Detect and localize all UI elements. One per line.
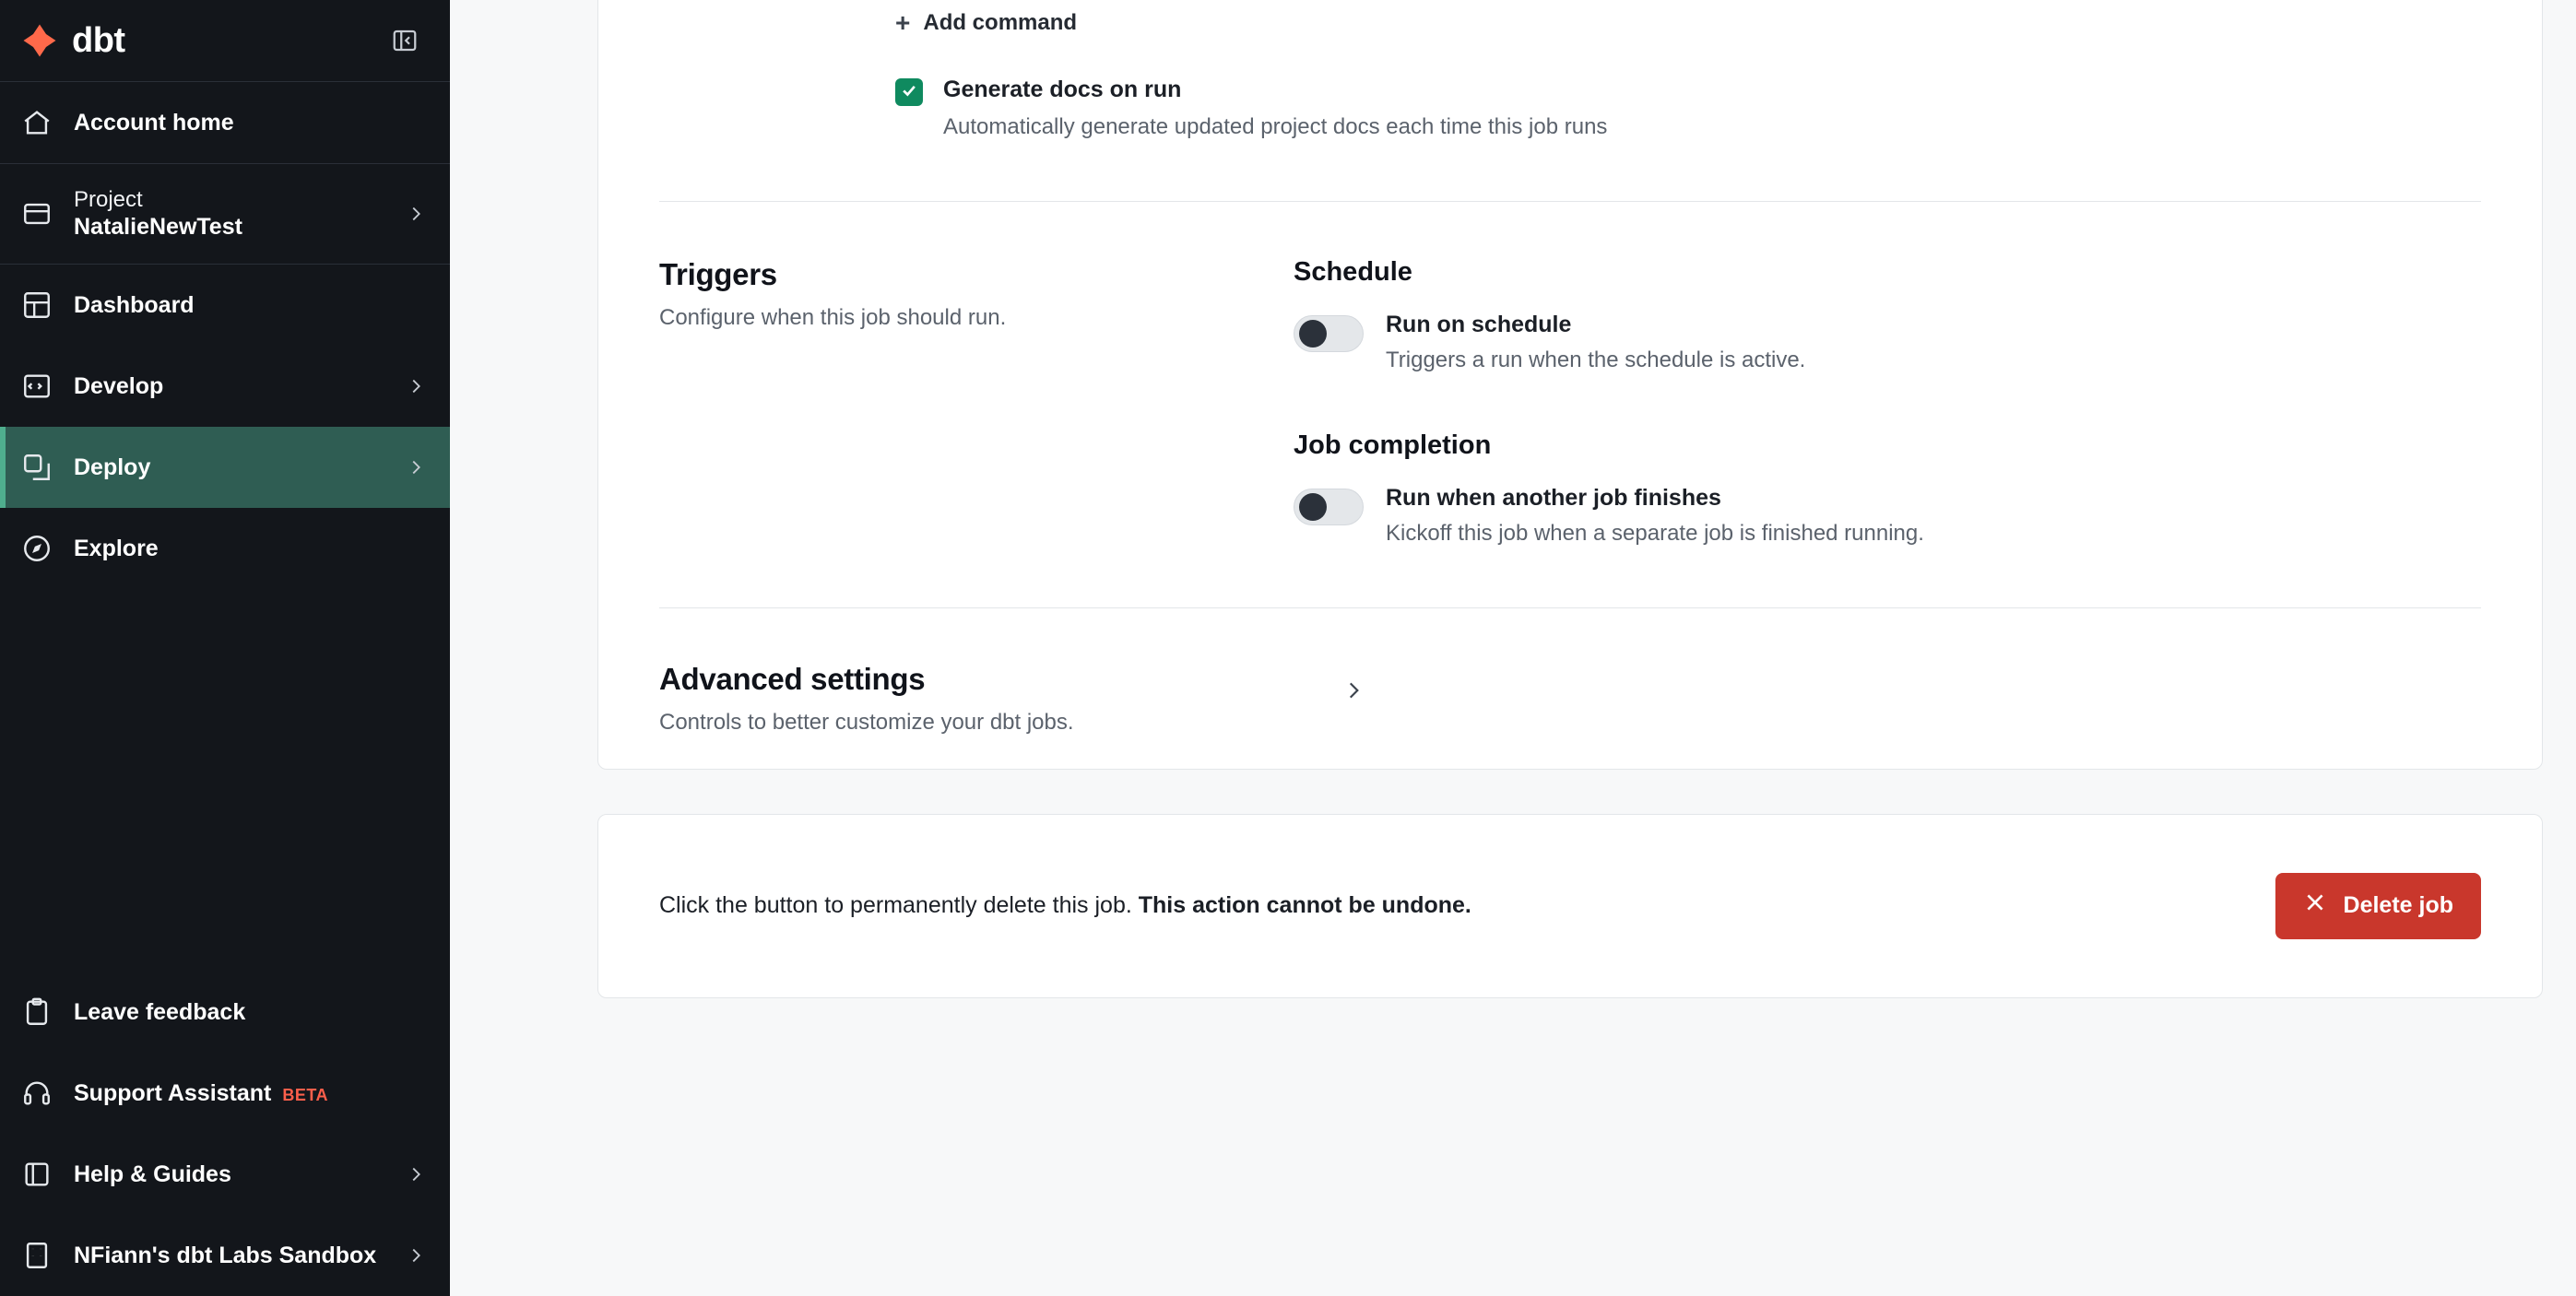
delete-job-text-plain: Click the button to permanently delete this job. — [659, 892, 1139, 918]
sidebar-item-develop[interactable] — [0, 346, 450, 427]
sidebar-project-caption: Project — [74, 187, 143, 213]
job-completion-label: Run when another job finishes — [1386, 484, 1721, 511]
advanced-settings-section[interactable] — [659, 662, 2481, 736]
clipboard-icon — [20, 996, 53, 1029]
add-command-label: Add command — [923, 10, 1078, 35]
generate-docs-checkbox[interactable] — [895, 78, 923, 106]
sidebar-item-explore[interactable] — [0, 508, 450, 589]
collapse-panel-icon[interactable] — [389, 25, 420, 56]
run-on-schedule-description: Triggers a run when the schedule is active. — [1386, 347, 1806, 372]
triggers-title: Triggers — [659, 256, 777, 291]
building-icon — [20, 1239, 53, 1272]
triggers-controls — [1294, 257, 2481, 547]
sidebar-item-label: Deploy — [74, 454, 151, 480]
sidebar-header — [0, 0, 450, 81]
chevron-right-icon[interactable] — [406, 1164, 426, 1184]
delete-job-text — [659, 892, 1471, 919]
headset-icon — [20, 1077, 53, 1110]
add-command-button[interactable] — [895, 10, 2542, 36]
deploy-layers-icon — [20, 451, 53, 484]
job-settings-card — [597, 0, 2543, 770]
chevron-right-icon[interactable] — [406, 204, 426, 224]
advanced-settings-text — [659, 662, 1074, 736]
dashboard-grid-icon — [20, 289, 53, 322]
sidebar-item-account-switcher[interactable] — [0, 1215, 450, 1296]
delete-job-text-bold: This action cannot be undone. — [1138, 892, 1471, 918]
job-completion-heading: Job completion — [1294, 430, 1492, 460]
beta-badge: BETA — [282, 1085, 329, 1104]
sidebar-item-help-guides[interactable] — [0, 1134, 450, 1215]
run-on-schedule-text — [1386, 312, 1805, 373]
toggle-knob — [1299, 493, 1327, 521]
sidebar-spacer — [0, 589, 450, 972]
card-body — [598, 201, 2542, 736]
job-completion-description: Kickoff this job when a separate job is finished running. — [1386, 520, 1924, 546]
sidebar-item-dashboard[interactable] — [0, 265, 450, 346]
sidebar-item-label: Account home — [74, 109, 234, 135]
chevron-right-icon[interactable] — [1341, 678, 1365, 707]
sidebar-item-label: NFiann's dbt Labs Sandbox — [74, 1242, 377, 1268]
sidebar-item-support-assistant[interactable] — [0, 1053, 450, 1134]
delete-job-button[interactable] — [2275, 873, 2481, 939]
run-on-schedule-label: Run on schedule — [1386, 311, 1572, 337]
sidebar-item-label — [74, 1079, 426, 1108]
code-brackets-icon — [20, 370, 53, 403]
toggle-knob — [1299, 320, 1327, 348]
generate-docs-row — [895, 75, 2542, 140]
chevron-right-icon[interactable] — [406, 376, 426, 396]
triggers-heading-block — [659, 257, 1294, 547]
sidebar-project-name: NatalieNewTest — [74, 214, 242, 241]
run-when-another-job-finishes-toggle[interactable] — [1294, 489, 1364, 525]
spacer — [1294, 373, 2481, 430]
generate-docs-title: Generate docs on run — [943, 77, 1182, 102]
sidebar-item-project[interactable] — [0, 164, 450, 264]
close-x-icon — [2303, 890, 2327, 921]
job-completion-text — [1386, 485, 1924, 547]
divider — [659, 201, 2481, 202]
delete-job-card — [597, 814, 2543, 998]
generate-docs-description: Automatically generate updated project docs each time this job runs — [943, 113, 1608, 139]
delete-job-button-label: Delete job — [2343, 892, 2453, 918]
brand-text: dbt — [72, 20, 125, 60]
dbt-logo-icon — [20, 21, 59, 60]
support-assistant-label: Support Assistant — [74, 1079, 272, 1106]
sidebar-item-label: Develop — [74, 372, 164, 399]
sidebar-item-account-home[interactable] — [0, 82, 450, 163]
brand[interactable] — [20, 21, 125, 61]
chevron-right-icon[interactable] — [406, 1245, 426, 1266]
triggers-section — [659, 257, 2481, 547]
run-on-schedule-row — [1294, 312, 2481, 373]
generate-docs-text — [943, 75, 1607, 140]
home-icon — [20, 106, 53, 139]
sidebar-item-label: Dashboard — [74, 291, 195, 318]
advanced-settings-title: Advanced settings — [659, 661, 926, 696]
compass-icon — [20, 532, 53, 565]
sidebar-item-label: Explore — [74, 535, 159, 561]
project-icon — [20, 197, 53, 230]
schedule-heading: Schedule — [1294, 256, 1412, 287]
sidebar-item-label: Leave feedback — [74, 998, 246, 1025]
plus-icon: + — [895, 8, 911, 37]
divider — [659, 607, 2481, 608]
triggers-description: Configure when this job should run. — [659, 304, 1007, 330]
chevron-right-icon[interactable] — [406, 457, 426, 477]
sidebar-item-leave-feedback[interactable] — [0, 972, 450, 1053]
run-when-another-job-finishes-row — [1294, 485, 2481, 547]
main-content — [450, 0, 2576, 1296]
sidebar — [0, 0, 450, 1296]
checkmark-icon — [900, 81, 918, 104]
advanced-settings-description: Controls to better customize your dbt jobs. — [659, 709, 1074, 735]
sidebar-item-deploy[interactable] — [0, 427, 450, 508]
sidebar-item-project-label — [74, 186, 385, 242]
sidebar-item-label: Help & Guides — [74, 1161, 231, 1187]
book-icon — [20, 1158, 53, 1191]
run-on-schedule-toggle[interactable] — [1294, 315, 1364, 352]
